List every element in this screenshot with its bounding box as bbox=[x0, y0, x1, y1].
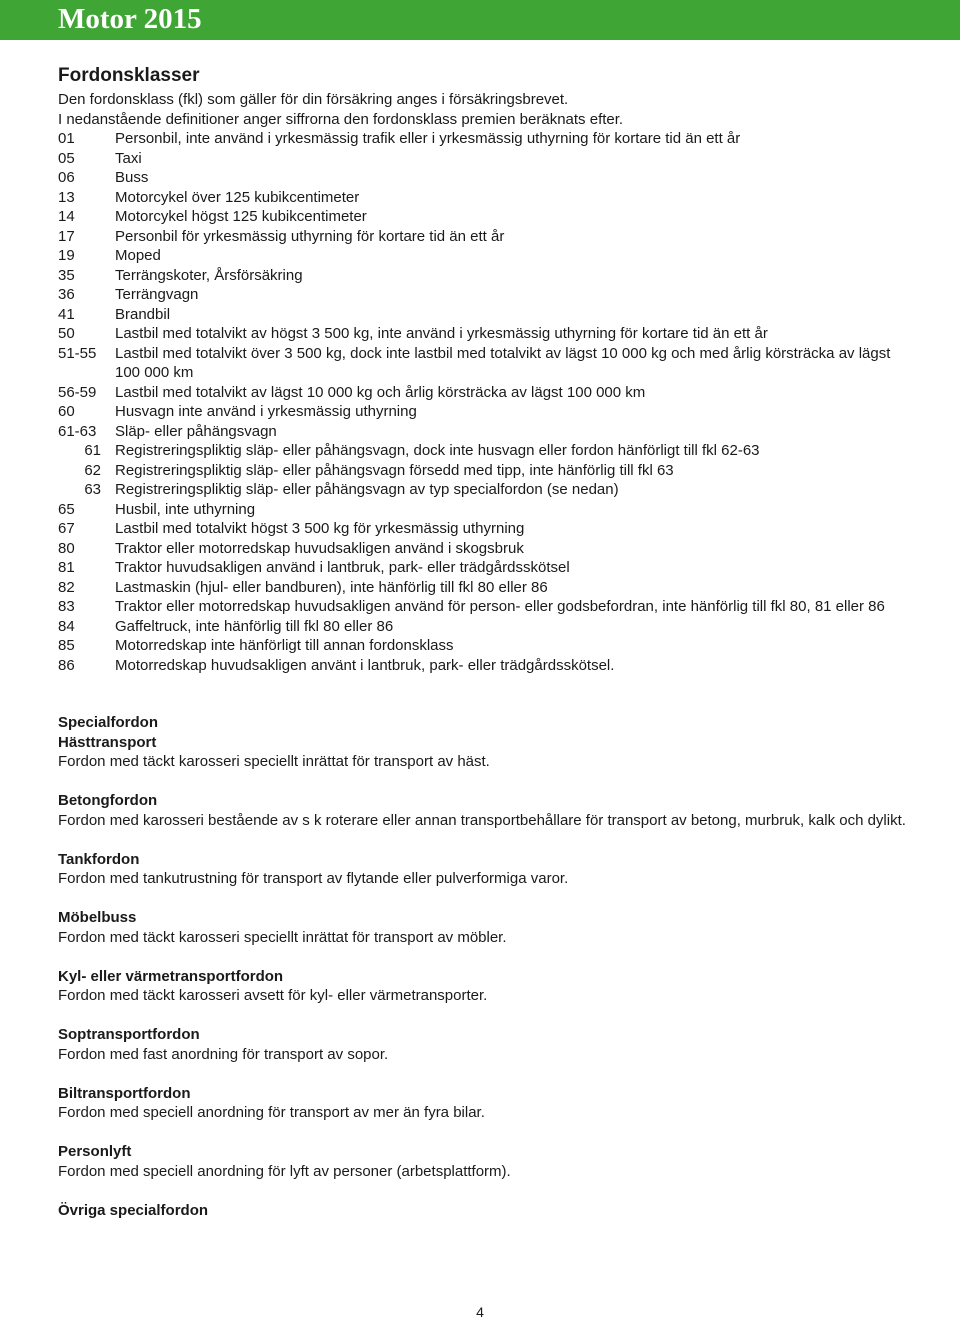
vehicle-class-code: 06 bbox=[58, 169, 75, 186]
special-vehicle-title: Övriga specialfordon bbox=[58, 1201, 209, 1219]
vehicle-class-code: 65 bbox=[58, 500, 75, 518]
vehicle-class-code: 13 bbox=[58, 188, 75, 206]
vehicle-class-description: Personbil för yrkesmässig uthyrning för kortare tid än ett år bbox=[115, 227, 505, 245]
vehicle-class-row bbox=[58, 285, 908, 305]
vehicle-class-code: 82 bbox=[58, 578, 75, 596]
special-vehicle-title: Tankfordon bbox=[58, 850, 140, 868]
vehicle-class-code: 61-63 bbox=[58, 422, 97, 440]
vehicle-class-row bbox=[58, 402, 908, 422]
vehicle-class-description: Gaffeltruck, inte hänförlig till fkl 80 eller 86 bbox=[115, 617, 394, 635]
special-vehicle-description: Fordon med täckt karosseri speciellt inrättat för transport av häst. bbox=[58, 753, 490, 770]
vehicle-class-description: Terrängskoter, Årsförsäkring bbox=[115, 266, 303, 284]
vehicle-class-description: Buss bbox=[115, 169, 149, 186]
special-vehicle-title: Betongfordon bbox=[58, 792, 158, 809]
vehicle-class-row bbox=[58, 480, 908, 500]
vehicle-class-code: 35 bbox=[58, 266, 75, 284]
special-vehicle-description: Fordon med speciell anordning för transport av mer än fyra bilar. bbox=[58, 1104, 485, 1121]
vehicle-class-row bbox=[58, 636, 908, 656]
vehicle-class-description: Husbil, inte uthyrning bbox=[115, 500, 256, 518]
special-vehicle-item bbox=[58, 967, 908, 1006]
page-content bbox=[58, 64, 908, 1240]
vehicle-class-description: Motorcykel över 125 kubikcentimeter bbox=[115, 188, 360, 206]
vehicle-class-description: Lastbil med totalvikt högst 3 500 kg för yrkesmässig uthyrning bbox=[115, 520, 525, 537]
vehicle-class-row bbox=[58, 383, 908, 403]
vehicle-class-row bbox=[58, 519, 908, 539]
vehicle-class-description: Registreringspliktig släp- eller påhängsvagn av typ specialfordon (se nedan) bbox=[115, 481, 619, 498]
special-vehicle-item bbox=[58, 1142, 908, 1181]
intro-line-1: Den fordonsklass (fkl) som gäller för din försäkring anges i försäkringsbrevet. bbox=[58, 91, 569, 108]
special-vehicle-title: Möbelbuss bbox=[58, 909, 137, 926]
vehicle-class-code: 81 bbox=[58, 559, 75, 576]
vehicle-class-code: 61 bbox=[84, 442, 101, 459]
vehicle-class-row bbox=[58, 656, 908, 676]
page-number: 4 bbox=[476, 1304, 484, 1320]
vehicle-class-row bbox=[58, 344, 908, 383]
vehicle-class-description: Släp- eller påhängsvagn bbox=[115, 422, 277, 440]
special-vehicle-description: Fordon med karosseri bestående av s k roterare eller annan transportbehållare för transport av betong, murbruk, kalk och dylikt. bbox=[58, 811, 906, 829]
page-header-bar bbox=[0, 0, 960, 40]
vehicle-class-code: 51-55 bbox=[58, 344, 97, 362]
vehicle-class-description: Moped bbox=[115, 247, 161, 264]
vehicle-class-code: 05 bbox=[58, 149, 75, 167]
section-title: Fordonsklasser bbox=[58, 65, 200, 86]
vehicle-class-description: Traktor eller motorredskap huvudsakligen använd i skogsbruk bbox=[115, 539, 524, 557]
special-vehicle-item bbox=[58, 1201, 908, 1221]
vehicle-class-description: Traktor eller motorredskap huvudsakligen använd för person- eller godsbefordran, inte hänförlig till fkl 80, 81 eller 86 bbox=[115, 598, 885, 615]
special-vehicles-heading: Specialfordon bbox=[58, 714, 159, 731]
special-vehicle-title: Soptransportfordon bbox=[58, 1026, 200, 1043]
vehicle-class-description: Brandbil bbox=[115, 305, 171, 323]
vehicle-class-description: Lastbil med totalvikt över 3 500 kg, dock inte lastbil med totalvikt av lägst 10 000 kg och med årlig körsträcka av lägst 100 000 km bbox=[115, 344, 891, 381]
special-vehicle-title: Biltransportfordon bbox=[58, 1084, 191, 1102]
vehicle-class-row bbox=[58, 305, 908, 325]
special-vehicle-item bbox=[58, 733, 908, 772]
vehicle-class-row bbox=[58, 188, 908, 208]
vehicle-class-description: Registreringspliktig släp- eller påhängsvagn, dock inte husvagn eller fordon hänförligt till fkl 62-63 bbox=[115, 442, 760, 459]
vehicle-class-code: 17 bbox=[58, 227, 75, 245]
vehicle-class-code: 83 bbox=[58, 598, 75, 615]
vehicle-class-description: Motorredskap inte hänförligt till annan fordonsklass bbox=[115, 637, 454, 654]
vehicle-class-row bbox=[58, 558, 908, 578]
vehicle-class-description: Registreringspliktig släp- eller påhängsvagn försedd med tipp, inte hänförlig till fkl 63 bbox=[115, 461, 674, 479]
special-vehicle-item bbox=[58, 850, 908, 889]
vehicle-class-code: 50 bbox=[58, 325, 75, 342]
vehicle-class-description: Motorcykel högst 125 kubikcentimeter bbox=[115, 208, 367, 225]
vehicle-class-row bbox=[58, 539, 908, 559]
vehicle-class-code: 60 bbox=[58, 403, 75, 420]
special-vehicles-section bbox=[58, 713, 908, 1220]
vehicle-class-description: Taxi bbox=[115, 149, 142, 167]
vehicle-class-code: 14 bbox=[58, 208, 75, 225]
special-vehicles-list bbox=[58, 733, 908, 1221]
vehicle-class-description: Traktor huvudsakligen använd i lantbruk, park- eller trädgårdsskötsel bbox=[115, 559, 570, 576]
special-vehicle-item bbox=[58, 1084, 908, 1123]
vehicle-class-row bbox=[58, 617, 908, 637]
vehicle-class-row bbox=[58, 461, 908, 481]
vehicle-class-code: 56-59 bbox=[58, 383, 97, 401]
special-vehicle-description: Fordon med tankutrustning för transport av flytande eller pulverformiga varor. bbox=[58, 870, 569, 887]
special-vehicle-title: Hästtransport bbox=[58, 733, 157, 751]
vehicle-class-description: Motorredskap huvudsakligen använt i lantbruk, park- eller trädgårdsskötsel. bbox=[115, 656, 615, 674]
vehicle-class-row bbox=[58, 422, 908, 442]
special-vehicle-title: Kyl- eller värmetransportfordon bbox=[58, 967, 284, 985]
vehicle-class-code: 01 bbox=[58, 130, 75, 147]
document-title: Motor 2015 bbox=[58, 3, 202, 35]
vehicle-class-row bbox=[58, 129, 908, 149]
vehicle-class-row bbox=[58, 324, 908, 344]
vehicle-class-list bbox=[58, 129, 908, 675]
vehicle-class-row bbox=[58, 266, 908, 286]
special-vehicle-item bbox=[58, 1025, 908, 1064]
vehicle-class-row bbox=[58, 227, 908, 247]
special-vehicle-title: Personlyft bbox=[58, 1143, 132, 1160]
intro-line-2: I nedanstående definitioner anger siffrorna den fordonsklass premien beräknats efter. bbox=[58, 110, 624, 128]
special-vehicle-item bbox=[58, 791, 908, 830]
vehicle-class-code: 86 bbox=[58, 656, 75, 674]
vehicle-class-row bbox=[58, 441, 908, 461]
vehicle-class-code: 67 bbox=[58, 520, 75, 537]
vehicle-class-code: 84 bbox=[58, 617, 75, 635]
vehicle-class-row bbox=[58, 149, 908, 169]
special-vehicle-description: Fordon med täckt karosseri avsett för kyl- eller värmetransporter. bbox=[58, 987, 488, 1004]
vehicle-class-description: Lastbil med totalvikt av högst 3 500 kg, inte använd i yrkesmässig uthyrning för kortare tid än ett år bbox=[115, 325, 768, 342]
vehicle-class-code: 62 bbox=[84, 461, 101, 479]
vehicle-class-description: Personbil, inte använd i yrkesmässig trafik eller i yrkesmässig uthyrning för kortare tid än ett år bbox=[115, 130, 741, 147]
vehicle-class-code: 80 bbox=[58, 539, 75, 557]
vehicle-class-code: 63 bbox=[84, 481, 101, 498]
vehicle-class-row bbox=[58, 597, 908, 617]
vehicle-class-row bbox=[58, 246, 908, 266]
special-vehicle-item bbox=[58, 908, 908, 947]
vehicle-class-description: Terrängvagn bbox=[115, 286, 199, 303]
vehicle-class-row bbox=[58, 207, 908, 227]
vehicle-class-code: 19 bbox=[58, 247, 75, 264]
vehicle-class-code: 36 bbox=[58, 286, 75, 303]
vehicle-class-row bbox=[58, 500, 908, 520]
vehicle-class-code: 41 bbox=[58, 305, 75, 323]
vehicle-class-row bbox=[58, 168, 908, 188]
special-vehicle-description: Fordon med täckt karosseri speciellt inrättat för transport av möbler. bbox=[58, 928, 507, 946]
vehicle-class-description: Lastbil med totalvikt av lägst 10 000 kg och årlig körsträcka av lägst 100 000 km bbox=[115, 383, 646, 401]
special-vehicle-description: Fordon med fast anordning för transport av sopor. bbox=[58, 1045, 389, 1063]
vehicle-class-code: 85 bbox=[58, 637, 75, 654]
vehicle-class-description: Lastmaskin (hjul- eller bandburen), inte hänförlig till fkl 80 eller 86 bbox=[115, 578, 548, 596]
vehicle-class-row bbox=[58, 578, 908, 598]
vehicle-class-description: Husvagn inte använd i yrkesmässig uthyrning bbox=[115, 403, 417, 420]
special-vehicle-description: Fordon med speciell anordning för lyft av personer (arbetsplattform). bbox=[58, 1162, 511, 1180]
